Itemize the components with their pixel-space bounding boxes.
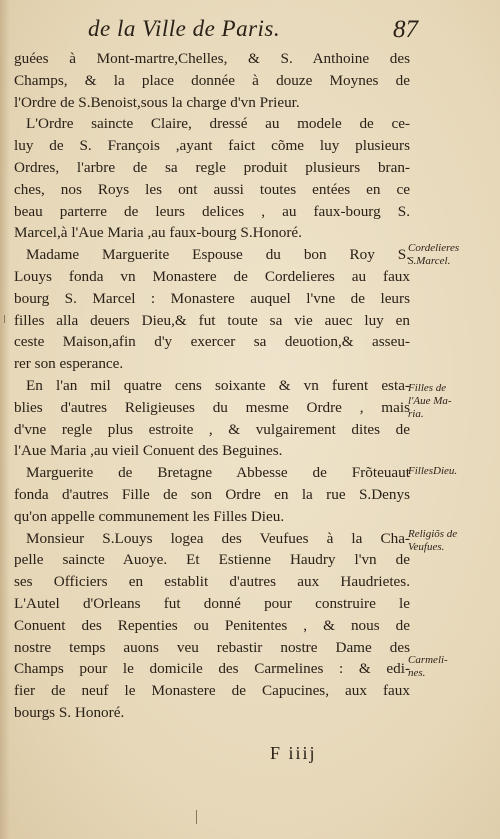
margin-note-line: nes. <box>408 667 426 679</box>
margin-note-filles-aue-maria <box>408 382 498 421</box>
text-line: En l'an mil quatre cens soixante & vn furent esta- <box>26 376 410 394</box>
text-line: blies d'autres Religieuses du mesme Ordre , mais <box>14 398 410 416</box>
text-line: rer son esperance. <box>14 355 124 373</box>
text-line: L'Ordre saincte Claire, dressé au modele de ce- <box>26 115 410 133</box>
text-line: fonda d'autres Fille de son Ordre en la rue S.Denys <box>14 485 410 503</box>
text-line: l'Aue Maria ,au vieil Conuent des Beguines. <box>14 442 283 460</box>
margin-note-line: Religiõs de <box>408 528 458 540</box>
text-line: d'vne regle plus estroite , & vulgairement dites de <box>14 420 410 438</box>
margin-note-religions-veufues <box>408 528 498 554</box>
page-gutter-shadow <box>0 0 10 839</box>
margin-note-carmelines <box>408 654 498 680</box>
text-line: bourgs S. Honoré. <box>14 703 125 721</box>
margin-note-line: Filles de <box>408 382 447 394</box>
margin-note-line: l'Aue Ma- <box>408 395 452 407</box>
margin-note-line: S.Marcel. <box>408 255 451 267</box>
text-line: l'Ordre de S.Benoist,sous la charge d'vn Prieur. <box>14 93 300 111</box>
margin-note-line: Veufues. <box>408 541 445 553</box>
margin-notes <box>408 0 500 839</box>
text-line: ses Officiers en establit d'autres aux Haudrietes. <box>14 573 410 591</box>
text-line: Marcel,à l'Aue Maria ,au faux-bourg S.Honoré. <box>14 224 302 242</box>
text-line: Conuent des Repenties ou Penitentes , & nous de <box>14 616 410 634</box>
text-line: filles alla deuers Dieu,& fut toute sa vie auec luy en <box>14 311 410 329</box>
text-line: Champs pour le domicile des Carmelines : & edi- <box>14 660 410 678</box>
text-line: Monsieur S.Louys logea des Veufues à la Cha- <box>26 529 410 547</box>
margin-note-line: FillesDieu. <box>408 465 458 477</box>
text-line: fier de neuf le Monastere de Capucines, aux faux <box>14 682 410 700</box>
text-line: Ordres, l'arbre de sa regle produit plusieurs bran- <box>14 158 410 176</box>
text-line: L'Autel d'Orleans fut donné pour construire le <box>14 594 410 612</box>
text-line: beau parterre de leurs delices , au faux-bourg S. <box>14 202 410 220</box>
running-head: de la Ville de Paris. <box>88 16 281 41</box>
margin-note-line: ria. <box>408 408 424 420</box>
text-line: Madame Marguerite Espouse du bon Roy S. <box>26 246 410 264</box>
margin-note-line: Carmeli- <box>408 654 448 666</box>
margin-note-filles-dieu <box>408 465 498 478</box>
text-line: qu'on appelle communement les Filles Dieu. <box>14 507 285 525</box>
page-mark <box>196 810 197 824</box>
text-line: Louys fonda vn Monastere de Cordelieres au faux <box>14 267 410 285</box>
page-header <box>88 16 418 52</box>
margin-note-line: Cordelieres <box>408 242 460 254</box>
text-line: ceste Maison,afin d'y exercer sa deuotion,& asseu- <box>14 333 410 351</box>
signature-mark: F iiij <box>270 743 317 763</box>
text-line: ches, nos Roys les ont aussi toutes entées en ce <box>14 180 410 198</box>
text-line: Marguerite de Bretagne Abbesse de Frõteuaut <box>26 464 410 482</box>
margin-note-cordelieres <box>408 242 498 268</box>
text-line: nostre temps auons veu rebastir nostre Dame des <box>14 638 410 656</box>
text-line: bourg S. Marcel : Monastere auquel l'vne de leurs <box>14 289 410 307</box>
page-mark <box>4 315 5 323</box>
text-line: Champs, & la place donnée à douze Moynes de <box>14 71 410 89</box>
body-text <box>14 48 410 724</box>
text-line: pelle saincte Auoye. Et Estienne Haudry l'vn de <box>14 551 410 569</box>
text-line: guées à Mont-martre,Chelles, & S. Anthoine des <box>14 50 410 67</box>
text-line: luy de S. François ,ayant faict cõme luy plusieurs <box>14 137 410 155</box>
page-number: 87 <box>393 16 418 43</box>
